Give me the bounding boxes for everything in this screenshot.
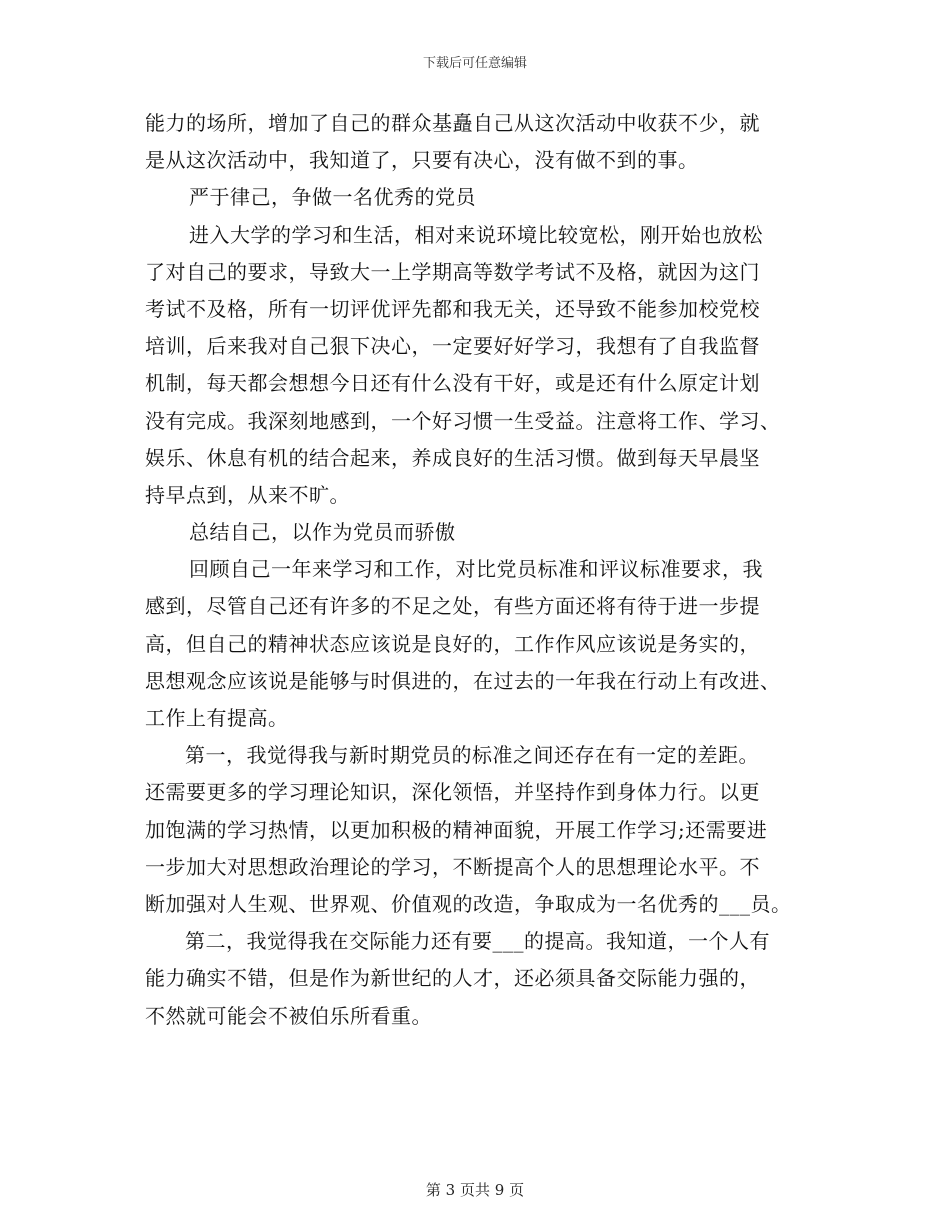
page-header: 下载后可任意编辑 <box>422 56 527 71</box>
text-line: 了对自己的要求，导致大一上学期高等数学考试不及格，就因为这门 <box>145 259 760 284</box>
text-line: 还需要更多的学习理论知识，深化领悟，并坚持作到身体力行。以更 <box>145 780 760 805</box>
text-line: 一步加大对思想政治理论的学习，不断提高个人的思想理论水平。不 <box>145 854 760 879</box>
section-heading: 总结自己，以作为党员而骄傲 <box>189 520 456 545</box>
text-line: 第二，我觉得我在交际能力还有要___的提高。我知道，一个人有 <box>185 929 770 954</box>
document-body <box>145 105 815 1035</box>
text-line: 第一，我觉得我与新时期党员的标准之间还存在有一定的差距。 <box>185 743 759 768</box>
text-line: 思想观念应该说是能够与时俱进的，在过去的一年我在行动上有改进、 <box>145 668 781 693</box>
text-line: 是从这次活动中，我知道了，只要有决心，没有做不到的事。 <box>145 148 699 173</box>
text-line: 持早点到，从来不旷。 <box>145 482 350 507</box>
text-line: 回顾自己一年来学习和工作，对比党员标准和评议标准要求，我 <box>189 557 763 582</box>
text-line: 没有完成。我深刻地感到，一个好习惯一生受益。注意将工作、学习、 <box>145 408 781 433</box>
text-line: 考试不及格，所有一切评优评先都和我无关，还导致不能参加校党校 <box>145 296 760 321</box>
text-line: 不然就可能会不被伯乐所看重。 <box>145 1003 432 1028</box>
text-line: 能力确实不错，但是作为新世纪的人才，还必须具备交际能力强的， <box>145 966 760 991</box>
text-line: 进入大学的学习和生活，相对来说环境比较宽松，刚开始也放松 <box>189 222 763 247</box>
text-line: 断加强对人生观、世界观、价值观的改造，争取成为一名优秀的___员。 <box>145 891 792 916</box>
section-heading: 严于律己，争做一名优秀的党员 <box>189 185 476 210</box>
text-line: 感到，尽管自己还有许多的不足之处，有些方面还将有待于进一步提 <box>145 594 760 619</box>
text-line: 娱乐、休息有机的结合起来，养成良好的生活习惯。做到每天早晨坚 <box>145 445 760 470</box>
page-footer: 第 3 页共 9 页 <box>425 1181 525 1199</box>
text-line: 培训，后来我对自己狠下决心，一定要好好学习，我想有了自我监督 <box>145 334 760 359</box>
text-line: 高，但自己的精神状态应该说是良好的，工作作风应该说是务实的， <box>145 631 760 656</box>
text-line: 加饱满的学习热情，以更加积极的精神面貌，开展工作学习;还需要进 <box>145 817 768 842</box>
text-line: 工作上有提高。 <box>145 706 289 730</box>
text-line: 机制，每天都会想想今日还有什么没有干好，或是还有什么原定计划 <box>145 371 760 396</box>
text-line: 能力的场所，增加了自己的群众基矗自己从这次活动中收获不少，就 <box>145 111 760 135</box>
